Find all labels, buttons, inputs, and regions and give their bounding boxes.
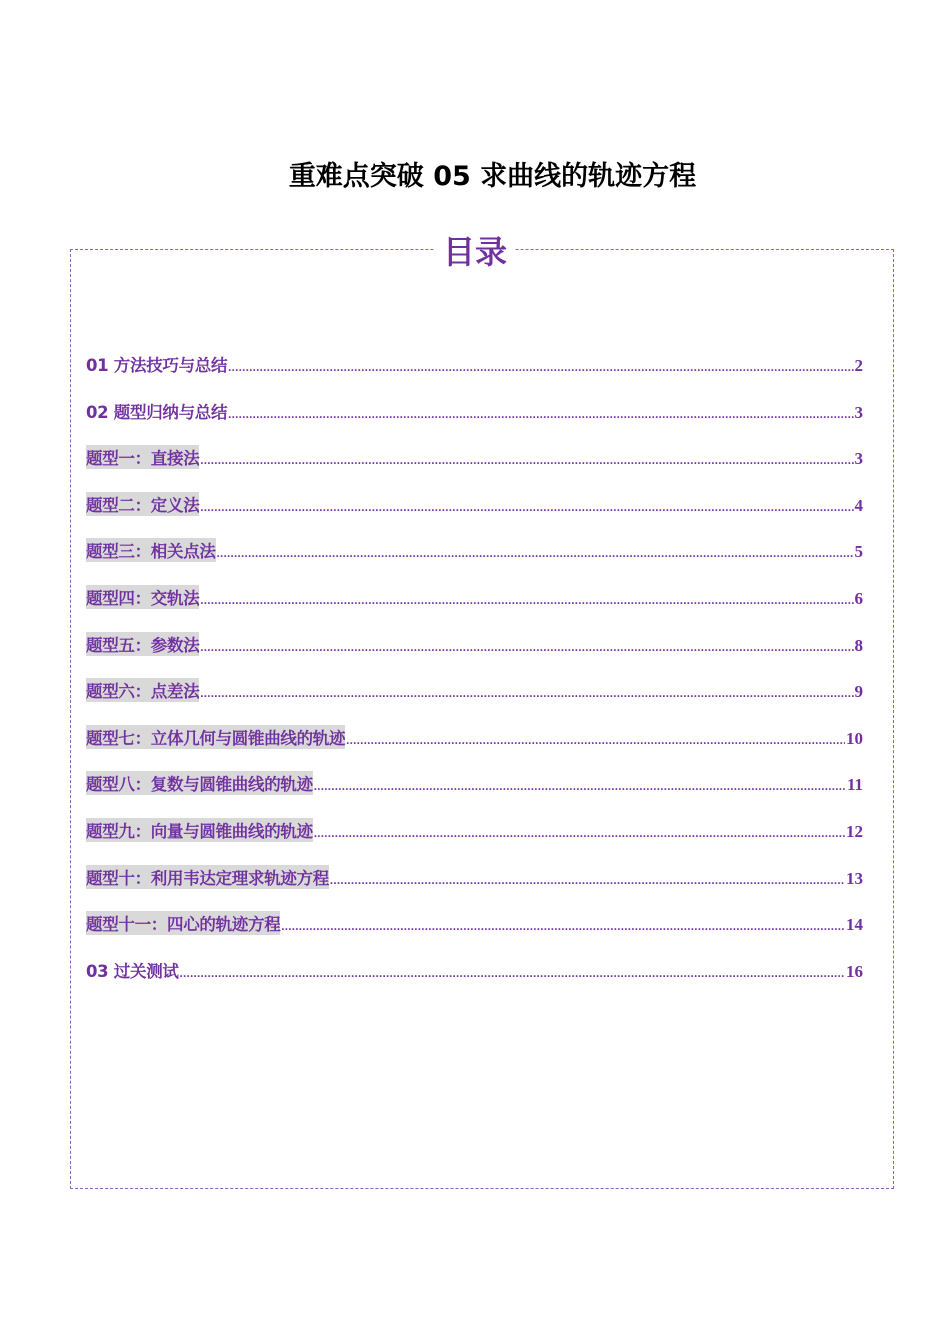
toc-leader-dots xyxy=(217,546,854,561)
toc-page-number[interactable]: 3 xyxy=(854,402,863,422)
toc-entry-type-9[interactable] xyxy=(86,818,863,865)
toc-entry-type-7[interactable] xyxy=(86,725,863,772)
toc-page-number[interactable]: 16 xyxy=(846,961,863,981)
toc-entry-label[interactable]: 题型三：相关点法 xyxy=(86,538,216,562)
toc-leader-dots xyxy=(330,873,845,888)
toc-leader-dots xyxy=(228,407,853,422)
toc-entry-label[interactable]: 01 方法技巧与总结 xyxy=(86,356,228,375)
toc-heading: 目录 xyxy=(435,230,515,274)
toc-entry-label[interactable]: 题型九：向量与圆锥曲线的轨迹 xyxy=(86,818,313,842)
toc-page-number[interactable]: 2 xyxy=(854,356,863,375)
toc-entry-label[interactable]: 题型七：立体几何与圆锥曲线的轨迹 xyxy=(86,725,345,749)
toc-leader-dots xyxy=(281,919,845,934)
toc-entry-label[interactable]: 题型六：点差法 xyxy=(86,678,199,702)
toc-page-number[interactable]: 5 xyxy=(854,542,863,562)
toc-entry-type-2[interactable] xyxy=(86,492,863,539)
toc-entry-label[interactable]: 02 题型归纳与总结 xyxy=(86,402,228,422)
toc-page-number[interactable]: 8 xyxy=(854,635,863,655)
toc-entry-label[interactable]: 题型一：直接法 xyxy=(86,445,199,469)
toc-leader-dots xyxy=(200,453,853,468)
toc-page-number[interactable]: 3 xyxy=(854,449,863,469)
toc-page-number[interactable]: 10 xyxy=(846,728,863,748)
toc-entry-methods-summary[interactable] xyxy=(86,352,863,399)
toc-page-number[interactable]: 6 xyxy=(854,588,863,608)
toc-leader-dots xyxy=(228,360,853,375)
toc-entry-type-1[interactable] xyxy=(86,445,863,492)
toc-leader-dots xyxy=(314,826,845,841)
toc-leader-dots xyxy=(200,500,853,515)
toc-entry-label[interactable]: 03 过关测试 xyxy=(86,961,179,981)
toc-entry-type-4[interactable] xyxy=(86,585,863,632)
toc-page-number[interactable]: 14 xyxy=(846,915,863,935)
toc-list xyxy=(86,352,863,1004)
page-title: 重难点突破 05 求曲线的轨迹方程 xyxy=(288,161,697,192)
toc-leader-dots xyxy=(200,640,853,655)
toc-entry-label[interactable]: 题型八：复数与圆锥曲线的轨迹 xyxy=(86,771,313,795)
toc-page-number[interactable]: 13 xyxy=(846,868,863,888)
toc-entry-label[interactable]: 题型五：参数法 xyxy=(86,632,199,656)
toc-leader-dots xyxy=(180,966,845,981)
toc-leader-dots xyxy=(200,686,853,701)
toc-page-number[interactable]: 4 xyxy=(854,495,863,515)
toc-entry-label[interactable]: 题型二：定义法 xyxy=(86,492,199,516)
toc-entry-type-6[interactable] xyxy=(86,678,863,725)
toc-entry-types-summary[interactable] xyxy=(86,399,863,446)
toc-entry-checkpoint-test[interactable] xyxy=(86,958,863,1005)
toc-leader-dots xyxy=(346,733,845,748)
toc-entry-type-10[interactable] xyxy=(86,865,863,912)
toc-leader-dots xyxy=(314,779,846,794)
toc-entry-label[interactable]: 题型四：交轨法 xyxy=(86,585,199,609)
toc-entry-type-8[interactable] xyxy=(86,771,863,818)
toc-page-number[interactable]: 9 xyxy=(854,682,863,702)
toc-entry-type-3[interactable] xyxy=(86,538,863,585)
toc-entry-label[interactable]: 题型十：利用韦达定理求轨迹方程 xyxy=(86,865,329,889)
toc-entry-type-11[interactable] xyxy=(86,911,863,958)
toc-page-number[interactable]: 11 xyxy=(846,775,863,795)
toc-entry-label[interactable]: 题型十一：四心的轨迹方程 xyxy=(86,911,280,935)
toc-leader-dots xyxy=(200,593,853,608)
toc-entry-type-5[interactable] xyxy=(86,632,863,679)
toc-page-number[interactable]: 12 xyxy=(846,821,863,841)
